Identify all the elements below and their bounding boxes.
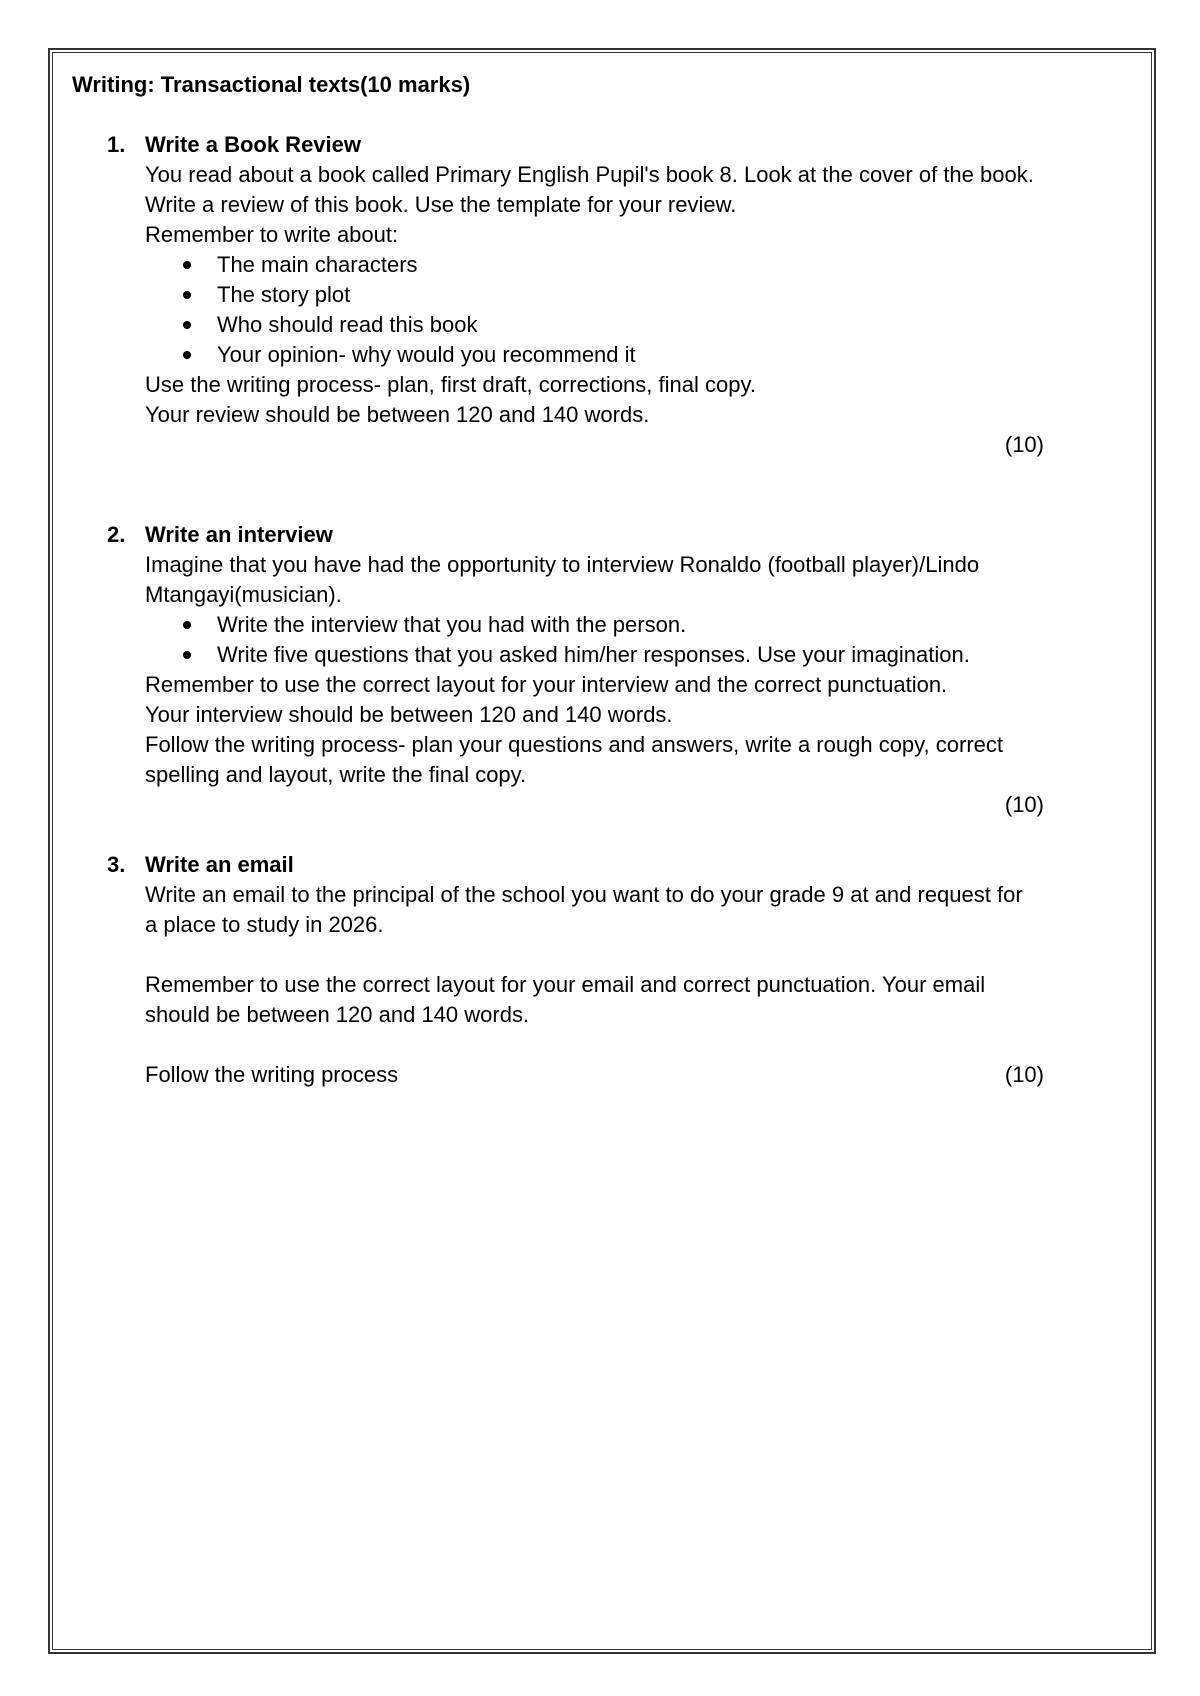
question-number: 1. [107, 132, 126, 157]
question-text-line: You read about a book called Primary English Pupil's book 8. Look at the cover of the book. [145, 162, 1034, 187]
spacer [72, 820, 1132, 850]
marks-label: (10) [1004, 432, 1044, 457]
bullet-icon [183, 651, 191, 659]
worksheet-content [72, 70, 1132, 1090]
question-text-line: Your review should be between 120 and 140 words. [145, 402, 650, 427]
bullet-icon [183, 351, 191, 359]
bullet-list [145, 250, 1132, 370]
question-text-line: Imagine that you have had the opportunity to interview Ronaldo (football player)/Lindo [145, 552, 980, 577]
bullet-text: Your opinion- why would you recommend it [217, 342, 636, 367]
question-text-line: should be between 120 and 140 words. [145, 1002, 530, 1027]
bullet-text: Write the interview that you had with the person. [217, 612, 687, 637]
question-1 [72, 130, 1132, 460]
question-text-line: spelling and layout, write the final copy. [145, 762, 527, 787]
question-2 [72, 520, 1132, 820]
bullet-item [145, 610, 1132, 640]
question-text-line: Remember to write about: [145, 222, 399, 247]
question-text-line: Mtangayi(musician). [145, 582, 342, 607]
final-line-row [145, 1060, 1132, 1090]
question-heading: Write an interview [145, 522, 333, 547]
bullet-text: The story plot [217, 282, 351, 307]
bullet-list [145, 610, 1132, 670]
bullet-icon [183, 261, 191, 269]
question-text-line: a place to study in 2026. [145, 912, 384, 937]
bullet-text: The main characters [217, 252, 418, 277]
bullet-text: Who should read this book [217, 312, 478, 337]
bullet-item [145, 340, 1132, 370]
bullet-item [145, 280, 1132, 310]
spacer [72, 460, 1132, 520]
bullet-icon [183, 321, 191, 329]
marks-label: (10) [1004, 792, 1044, 817]
question-text-line: Remember to use the correct layout for your email and correct punctuation. Your email [145, 972, 986, 997]
question-text-line: Your interview should be between 120 and 140 words. [145, 702, 673, 727]
bullet-icon [183, 621, 191, 629]
spacer [145, 940, 1132, 970]
question-heading: Write an email [145, 852, 294, 877]
question-text-line: Follow the writing process [145, 1062, 399, 1087]
bullet-item [145, 640, 1132, 670]
question-text-line: Write a review of this book. Use the template for your review. [145, 192, 737, 217]
question-number: 2. [107, 522, 126, 547]
question-text-line: Use the writing process- plan, first draft, corrections, final copy. [145, 372, 756, 397]
marks-label: (10) [1004, 1062, 1044, 1087]
bullet-item [145, 250, 1132, 280]
question-3 [72, 850, 1132, 1090]
spacer [145, 1030, 1132, 1060]
page-title: Writing: Transactional texts(10 marks) [72, 72, 471, 97]
question-number: 3. [107, 852, 126, 877]
question-text-line: Follow the writing process- plan your questions and answers, write a rough copy, correct [145, 732, 1003, 757]
bullet-text: Write five questions that you asked him/her responses. Use your imagination. [217, 642, 970, 667]
question-heading: Write a Book Review [145, 132, 361, 157]
bullet-icon [183, 291, 191, 299]
question-text-line: Remember to use the correct layout for your interview and the correct punctuation. [145, 672, 948, 697]
question-text-line: Write an email to the principal of the school you want to do your grade 9 at and request for [145, 882, 1023, 907]
bullet-item [145, 310, 1132, 340]
